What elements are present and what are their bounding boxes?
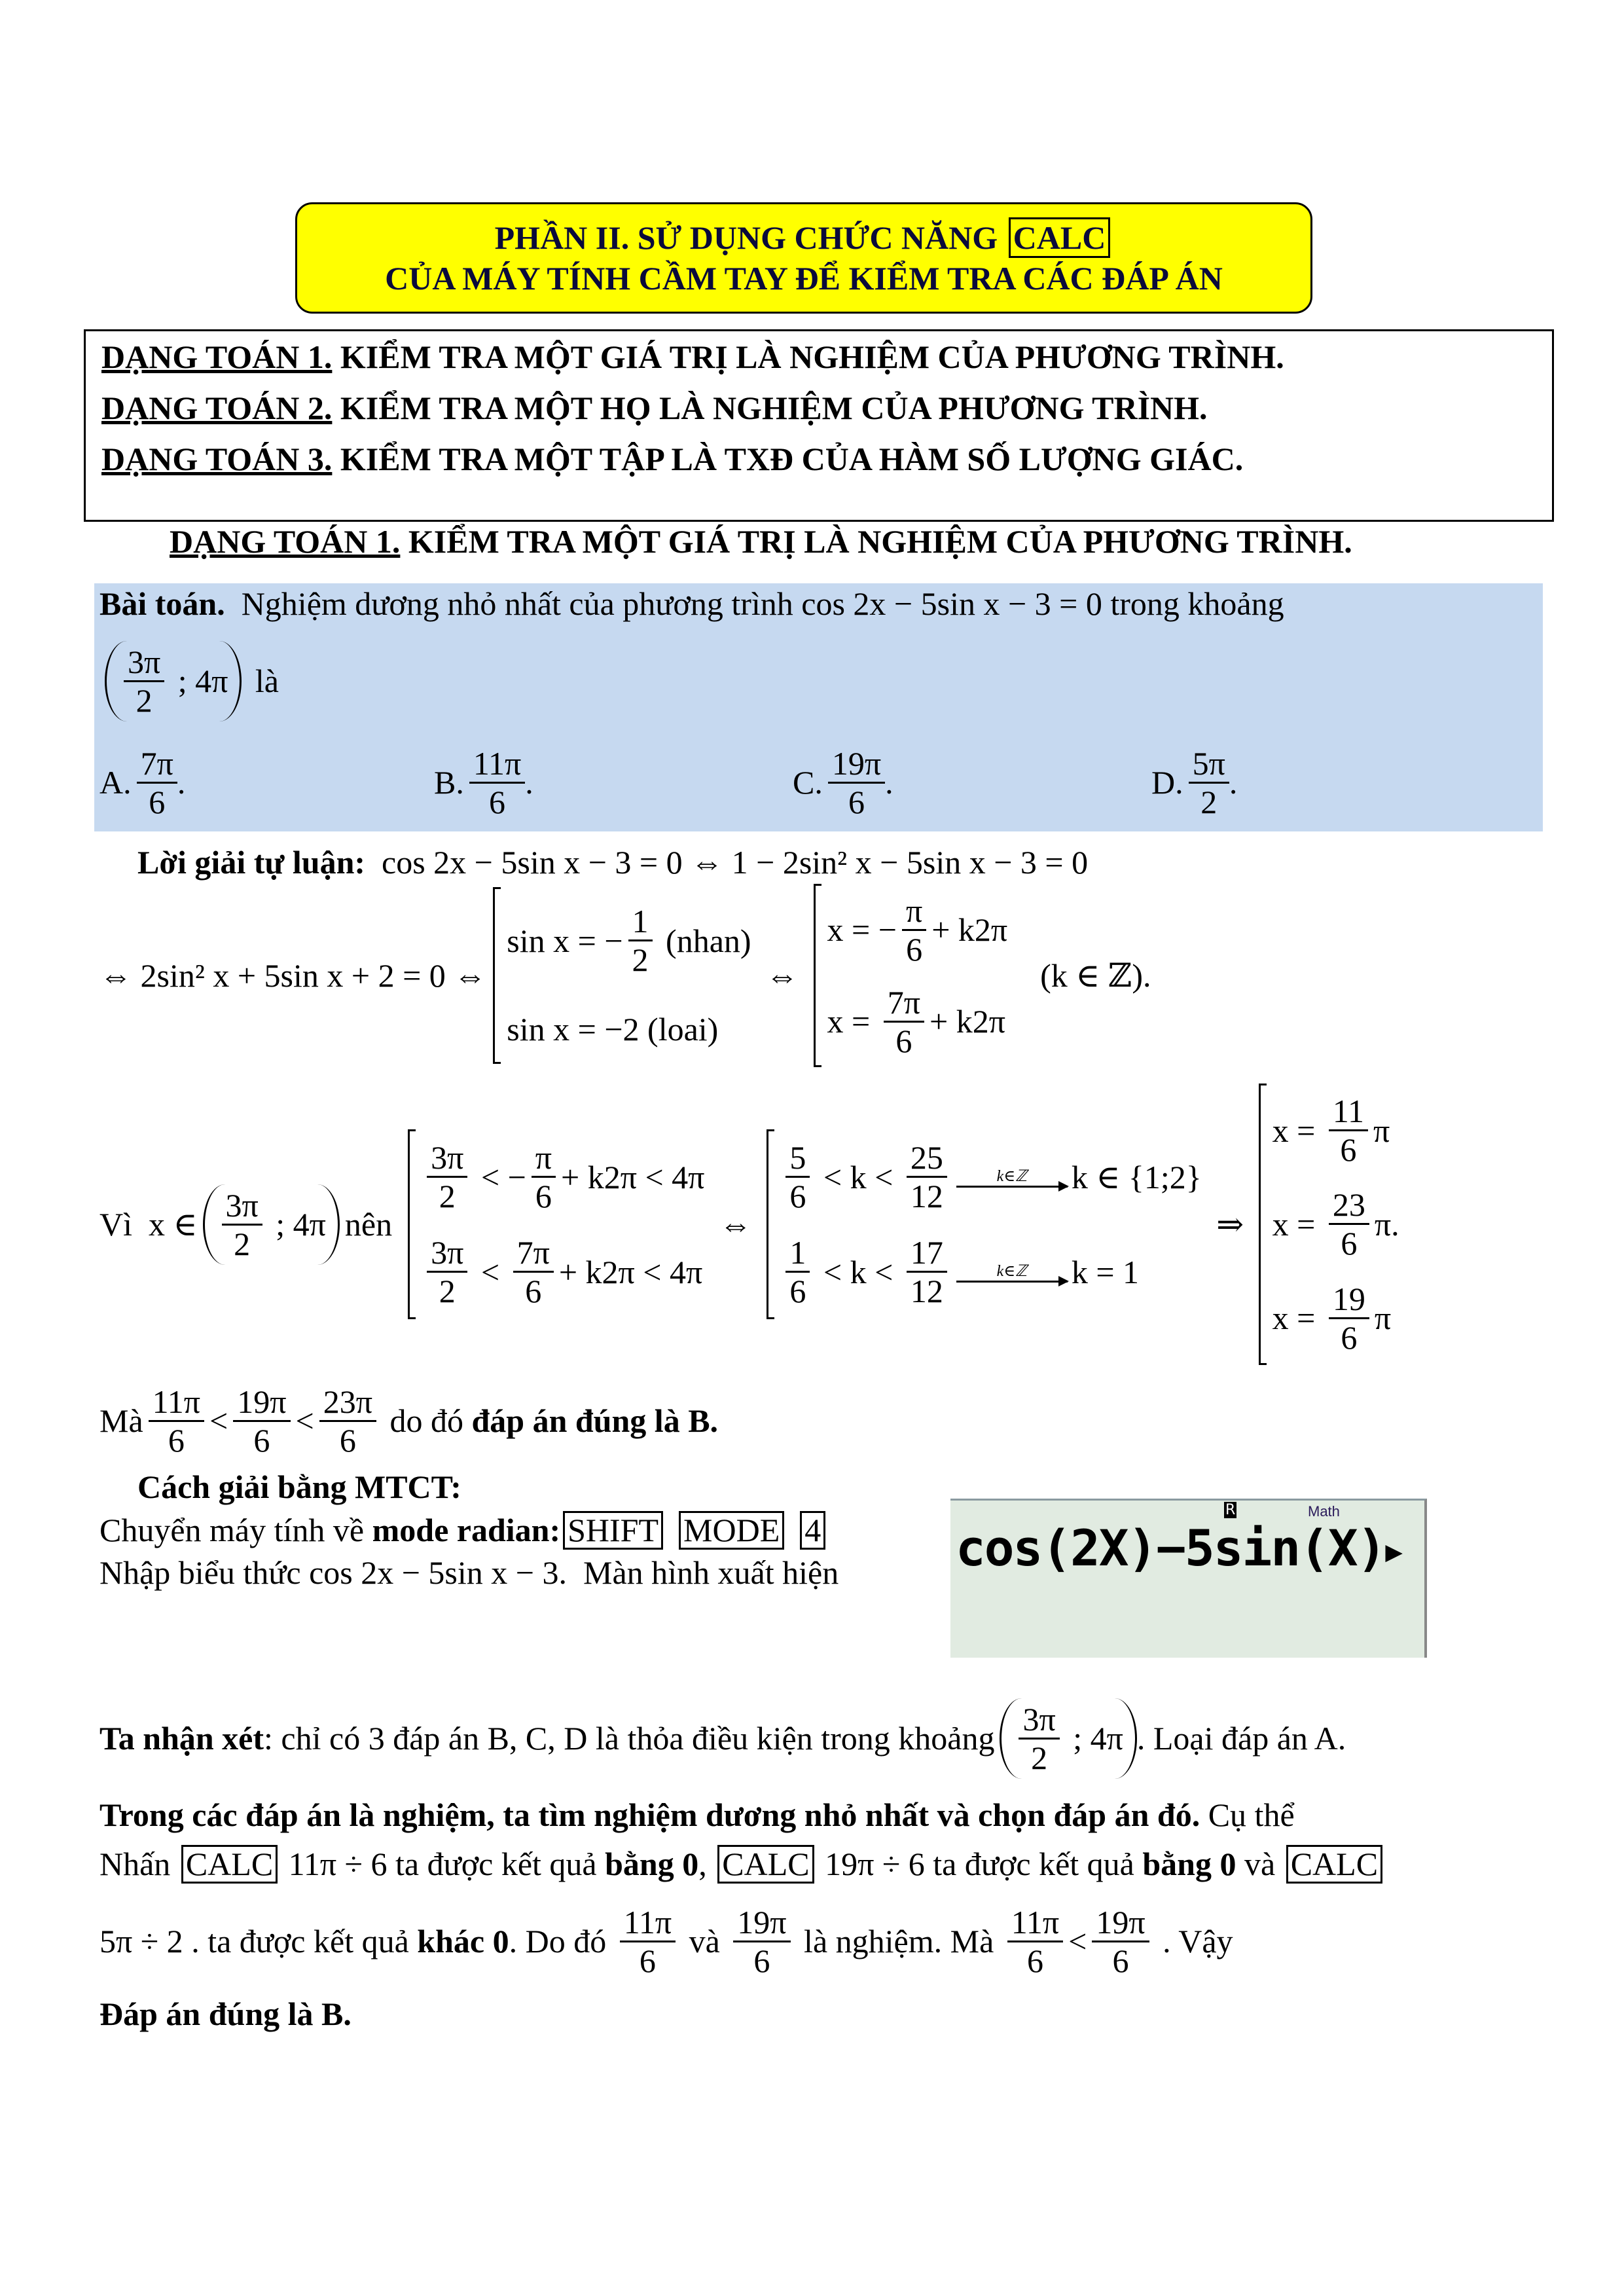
fraction: $\frac{11\pi}{6}$ xyxy=(149,1383,204,1459)
option-c[interactable]: C. $\frac{19\pi}{6}$ . xyxy=(793,744,893,820)
k-range-1: $\frac{5}{6}$ < k < $\frac{25}{12}$ k∈ℤ k ∈ {1;2} xyxy=(780,1139,1201,1214)
solution-line-2: ⇔ 2sin² x + 5sin x + 2 = 0 ⇔ sin x = − $\frac{1}{2}$ (nhan) sin x = −2 (loai) ⇔ x = − $\frac{\pi}{6}$ + k2π x = $\frac{7\pi}{6}$ + k2π (k ∈ ℤ). xyxy=(99,881,1151,1070)
calculator-screen xyxy=(950,1499,1427,1658)
fraction: $\frac{11\pi}{6}$ xyxy=(469,745,525,820)
option-d[interactable]: D. $\frac{5\pi}{2}$ . xyxy=(1151,744,1238,820)
x-solution-3: x = $\frac{19}{6}$ π xyxy=(1272,1280,1392,1356)
comparison-line: Mà $\frac{11\pi}{6}$ < $\frac{19\pi}{6}$ < $\frac{23\pi}{6}$ do đó đáp án đúng là B. xyxy=(99,1383,719,1459)
math-indicator: Math xyxy=(1308,1503,1340,1520)
fraction: $\frac{17}{12}$ xyxy=(907,1234,947,1309)
root-bracket xyxy=(814,884,1008,1067)
check-line-3: 5π ÷ 2 . ta được kết quả khác 0 . Do đó $\frac{11\pi}{6}$ và $\frac{19\pi}{6}$ là nghiệm. Mà $\frac{11\pi}{6}$ < $\frac{19\pi}{6}$ . Vậy xyxy=(99,1903,1233,1979)
radian-indicator: R xyxy=(1225,1502,1236,1518)
fraction: $\frac{19\pi}{6}$ xyxy=(828,745,885,820)
screen-expression: cos(2X)−5sin(X)▶ xyxy=(956,1519,1401,1577)
mtct-line-1: Chuyển máy tính về mode radian: SHIFT MODE 4 xyxy=(99,1511,828,1550)
shift-key: SHIFT xyxy=(563,1511,663,1550)
fraction: $\frac{19\pi}{6}$ xyxy=(1092,1904,1149,1979)
option-a[interactable]: A. $\frac{7\pi}{6}$ . xyxy=(99,744,186,820)
arrow-icon: k∈ℤ xyxy=(956,1167,1068,1188)
topic-item-2: DẠNG TOÁN 2. KIỂM TRA MỘT HỌ LÀ NGHIỆM CỦA PHƯƠNG TRÌNH. xyxy=(101,390,1208,426)
problem-statement: Bài toán. Nghiệm dương nhỏ nhất của phương trình cos 2x − 5sin x − 3 = 0 trong khoảng xyxy=(99,585,1284,622)
x-solutions-bracket xyxy=(1259,1084,1399,1365)
scroll-right-icon: ▶ xyxy=(1385,1535,1401,1569)
k-range-2: $\frac{1}{6}$ < k < $\frac{17}{12}$ k∈ℤ k = 1 xyxy=(780,1234,1201,1309)
calc-key: CALC xyxy=(717,1845,814,1884)
fraction: $\frac{7\pi}{6}$ xyxy=(137,745,177,820)
fraction: $\frac{7\pi}{6}$ xyxy=(884,984,924,1059)
option-b[interactable]: B. $\frac{11\pi}{6}$ . xyxy=(434,744,533,820)
fraction: $\frac{19\pi}{6}$ xyxy=(233,1383,290,1459)
inequality-2: $\frac{3\pi}{2}$ < $\frac{7\pi}{6}$ + k2π < 4π xyxy=(422,1234,704,1309)
x-solution-1: x = $\frac{11}{6}$ π xyxy=(1272,1093,1390,1169)
fraction: $\frac{19}{6}$ xyxy=(1329,1281,1369,1356)
fraction: $\frac{5}{6}$ xyxy=(785,1139,810,1214)
root-1: x = − $\frac{\pi}{6}$ + k2π xyxy=(827,892,1008,968)
fraction: $\frac{\pi}{6}$ xyxy=(532,1139,556,1214)
calc-key: CALC xyxy=(181,1845,278,1884)
fraction: $\frac{19\pi}{6}$ xyxy=(733,1904,790,1979)
final-answer: Đáp án đúng là B. xyxy=(99,1995,352,2032)
fraction: $\frac{11\pi}{6}$ xyxy=(620,1904,676,1979)
x-solution-2: x = $\frac{23}{6}$ π. xyxy=(1272,1186,1399,1262)
section-heading: DẠNG TOÁN 1. KIỂM TRA MỘT GIÁ TRỊ LÀ NGHIỆM CỦA PHƯƠNG TRÌNH. xyxy=(170,523,1352,560)
inequality-1: $\frac{3\pi}{2}$ < − $\frac{\pi}{6}$ + k2π < 4π xyxy=(422,1139,704,1214)
fraction: $\frac{3\pi}{2}$ xyxy=(427,1234,467,1309)
fraction: $\frac{23\pi}{6}$ xyxy=(319,1383,376,1459)
calc-key-label: CALC xyxy=(1009,217,1111,258)
four-key: 4 xyxy=(800,1511,825,1550)
case-1: sin x = − $\frac{1}{2}$ (nhan) xyxy=(507,903,751,979)
check-line-1: Trong các đáp án là nghiệm, ta tìm nghiệm dương nhỏ nhất và chọn đáp án đó. Cụ thể xyxy=(99,1796,1295,1833)
section-title-box xyxy=(295,202,1312,314)
interval: $\frac{3\pi}{2}$ ; 4π xyxy=(105,641,242,721)
case-bracket xyxy=(493,887,751,1064)
fraction: $\frac{1}{2}$ xyxy=(628,903,653,978)
topic-list-box xyxy=(84,329,1554,522)
fraction: $\frac{11}{6}$ xyxy=(1329,1093,1368,1168)
fraction: $\frac{3\pi}{2}$ xyxy=(124,644,164,719)
mtct-heading: Cách giải bằng MTCT: xyxy=(137,1468,461,1505)
fraction: $\frac{\pi}{6}$ xyxy=(902,892,926,968)
fraction: $\frac{5\pi}{2}$ xyxy=(1189,745,1229,820)
section-title-line1: PHẦN II. SỬ DỤNG CHỨC NĂNG CALC xyxy=(495,217,1113,259)
root-2: x = $\frac{7\pi}{6}$ + k2π xyxy=(827,983,1005,1059)
fraction: $\frac{3\pi}{2}$ xyxy=(427,1139,467,1214)
fraction: $\frac{11\pi}{6}$ xyxy=(1007,1904,1063,1979)
problem-equation: cos 2x − 5sin x − 3 = 0 xyxy=(801,585,1102,622)
remark-line: Ta nhận xét : chỉ có 3 đáp án B, C, D là thỏa điều kiện trong khoảng $\frac{3\pi}{2}$ ; 4π . Loại đáp án A. xyxy=(99,1696,1346,1781)
check-line-2: Nhấn CALC 11π ÷ 6 ta được kết quả bằng 0 , CALC 19π ÷ 6 ta được kết quả bằng 0 và CALC xyxy=(99,1845,1385,1884)
fraction: $\frac{3\pi}{2}$ xyxy=(222,1187,262,1262)
fraction: $\frac{3\pi}{2}$ xyxy=(1019,1701,1059,1776)
mtct-line-2: Nhập biểu thức cos 2x − 5sin x − 3 . Màn hình xuất hiện xyxy=(99,1554,839,1591)
mode-key: MODE xyxy=(679,1511,784,1550)
topic-item-3: DẠNG TOÁN 3. KIỂM TRA MỘT TẬP LÀ TXĐ CỦA HÀM SỐ LƯỢNG GIÁC. xyxy=(101,441,1244,477)
arrow-icon: k∈ℤ xyxy=(956,1262,1068,1283)
interval: $\frac{3\pi}{2}$ ; 4π xyxy=(1000,1698,1136,1779)
fraction: $\frac{23}{6}$ xyxy=(1329,1186,1369,1262)
topic-item-1: DẠNG TOÁN 1. KIỂM TRA MỘT GIÁ TRỊ LÀ NGHIỆM CỦA PHƯƠNG TRÌNH. xyxy=(101,338,1284,375)
problem-interval: $\frac{3\pi}{2}$ ; 4π là xyxy=(99,638,279,723)
solution-line-1: Lời giải tự luận: cos 2x − 5sin x − 3 = 0 ⇔ 1 − 2sin² x − 5sin x − 3 = 0 xyxy=(137,844,1089,881)
interval: $\frac{3\pi}{2}$ ; 4π xyxy=(203,1184,340,1265)
case-2: sin x = −2 (loai) xyxy=(507,1010,719,1048)
inequality-bracket xyxy=(408,1129,704,1319)
k-bracket xyxy=(767,1129,1201,1319)
calc-key: CALC xyxy=(1286,1845,1382,1884)
fraction: $\frac{25}{12}$ xyxy=(907,1139,947,1214)
fraction: $\frac{7\pi}{6}$ xyxy=(513,1234,554,1309)
fraction: $\frac{1}{6}$ xyxy=(785,1234,810,1309)
solution-line-3: Vì x ∈ $\frac{3\pi}{2}$ ; 4π nên $\frac{3\pi}{2}$ < − $\frac{\pi}{6}$ + k2π < 4π $\frac{3\pi}{2}$ < $\frac{7\pi}{6}$ + k2π < 4π ⇔ $\frac{5}{6}$ < k < $\frac{25}{12}$ k∈ℤ k ∈ {1;2} $\frac{1}{6}$ < k < $\frac{17}{12}$ k∈ℤ k = 1 ⇒ x = $\frac{11}{6}$ π x = $\frac{23}{6}$ π. x = $\frac{19}{6}$ π xyxy=(99,1080,1406,1368)
section-title-line2: CỦA MÁY TÍNH CẦM TAY ĐỂ KIỂM TRA CÁC ĐÁP ÁN xyxy=(385,260,1223,297)
